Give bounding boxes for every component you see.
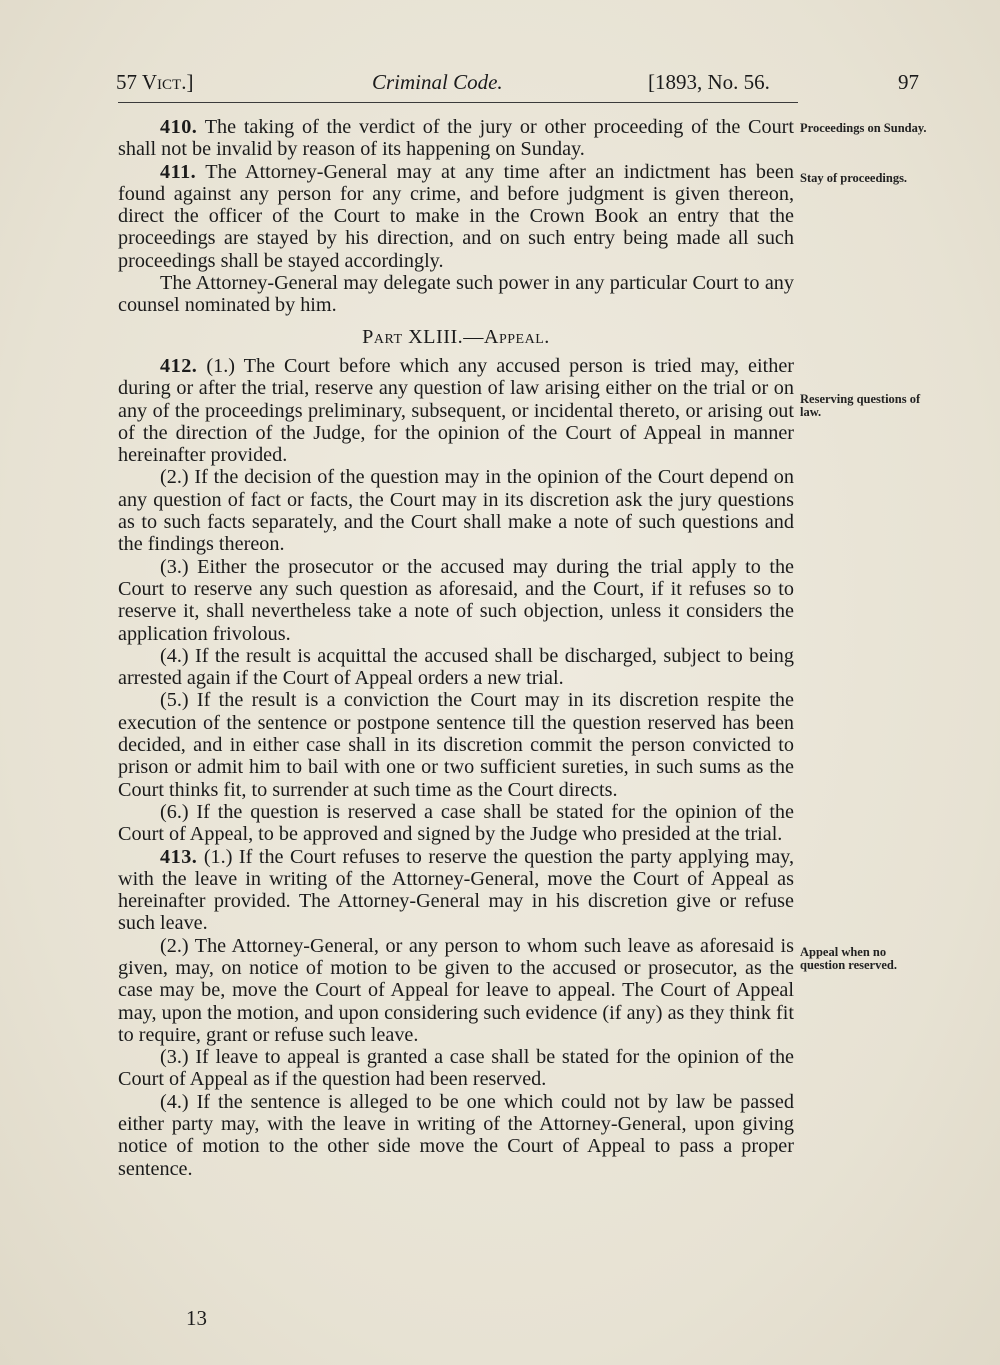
section-411-para-2 — [118, 272, 794, 317]
section-412-sub-6 — [118, 801, 794, 846]
running-head-right: [1893, No. 56. — [648, 70, 770, 94]
section-412-sub-5 — [118, 689, 794, 800]
section-number: 411. — [160, 160, 197, 183]
section-text: (6.) If the question is reserved a case shall be stated for the opinion of the Court of Appeal, to be approved and signed by the Judge who presided at the trial. — [118, 800, 794, 846]
section-412-sub-2 — [118, 466, 794, 555]
section-number: 412. — [160, 354, 198, 377]
section-text: (4.) If the sentence is alleged to be one which could not by law be passed either party may, with the leave in writing of the Attorney-General, upon giving notice of motion to the other side move the Court of Appeal to pass a proper sentence. — [118, 1090, 794, 1180]
section-text: (3.) Either the prosecutor or the accused may during the trial apply to the Court to reserve any such question as aforesaid, and the Court, if it refuses so to reserve it, shall nevertheless take a note of such objection, unless it considers the application frivolous. — [118, 555, 794, 645]
marginal-note-stay-of-proceedings: Stay of proceedings. — [800, 171, 908, 185]
marginal-note-proceedings-on-sunday: Proceedings on Sunday. — [800, 121, 927, 135]
section-411 — [118, 161, 794, 272]
section-text: (3.) If leave to appeal is granted a case shall be stated for the opinion of the Court of Appeal as if the question had been reserved. — [118, 1046, 794, 1091]
marginal-note-reserving-questions: Reserving questions of law. — [800, 392, 921, 419]
section-number: 410. — [160, 116, 198, 138]
body-text — [118, 116, 794, 1180]
section-413-sub-4 — [118, 1091, 794, 1180]
section-text: (4.) If the result is acquittal the accused shall be discharged, subject to being arrested again if the Court of Appeal orders a new trial. — [118, 644, 794, 690]
section-412-sub-4 — [118, 645, 794, 690]
section-text: (2.) If the decision of the question may in the opinion of the Court depend on any question of fact or facts, the Court may in its discretion ask the jury questions as to such facts separately, and the Court shall make a note of such questions and the findings thereon. — [118, 466, 794, 556]
section-text: The Attorney-General may at any time after an indictment has been found against any person for any crime, and before judgment is given thereon, direct the officer of the Court to make in the Crown Book an entry that the proceedings are stayed by his direction, and on such entry being made all such proceedings shall be stayed accordingly. — [118, 160, 794, 272]
signature-mark: 13 — [186, 1306, 207, 1330]
page-number: 97 — [898, 70, 919, 94]
section-412 — [118, 355, 794, 466]
part-heading: Part XLIII.—Appeal. — [362, 325, 550, 348]
section-413-sub-3 — [118, 1046, 794, 1091]
running-head-left: 57 Vict.] — [116, 70, 194, 94]
section-413-sub-2 — [118, 935, 794, 1046]
section-text: (2.) The Attorney-General, or any person to whom such leave as aforesaid is given, may, on notice of motion to be given to the accused or prosecutor, as the case may be, move the Court of Appeal for leave to appeal. The Court of Appeal may, upon the motion, and upon considering such evidence (if any) as they think fit to require, grant or refuse such leave. — [118, 934, 794, 1046]
running-head-title: Criminal Code. — [372, 70, 503, 94]
running-head — [116, 70, 932, 106]
section-413 — [118, 846, 794, 935]
header-rule — [118, 102, 798, 103]
section-text: (1.) If the Court refuses to reserve the question the party applying may, with the leave in writing of the Attorney-General, move the Court of Appeal as hereinafter provided. The Attorney-General may in his discretion give or refuse such leave. — [118, 845, 794, 935]
section-text: (1.) The Court before which any accused person is tried may, either during or after the trial, reserve any question of law arising either on the trial or on any of the proceedings preliminary, subsequent, or incidental thereto, or arising out of the direction of the Judge, for the opinion of the Court of Appeal in manner hereinafter provided. — [118, 354, 794, 467]
section-number: 413. — [160, 845, 198, 868]
section-text: The Attorney-General may delegate such power in any particular Court to any counsel nominated by him. — [118, 272, 794, 317]
section-text: (5.) If the result is a conviction the Court may in its discretion respite the execution of the sentence or postpone sentence till the question reserved has been decided, and in either case shall in its discretion commit the person convicted to prison or admit him to bail with one or two sufficient sureties, in such sums as the Court thinks fit, to surrender at such time as the Court directs. — [118, 689, 794, 801]
section-412-sub-3 — [118, 556, 794, 645]
marginal-note-appeal-no-question: Appeal when no question reserved. — [800, 945, 897, 972]
section-410 — [118, 116, 794, 161]
section-text: The taking of the verdict of the jury or other proceeding of the Court shall not be invalid by reason of its happening on Sunday. — [118, 116, 794, 161]
